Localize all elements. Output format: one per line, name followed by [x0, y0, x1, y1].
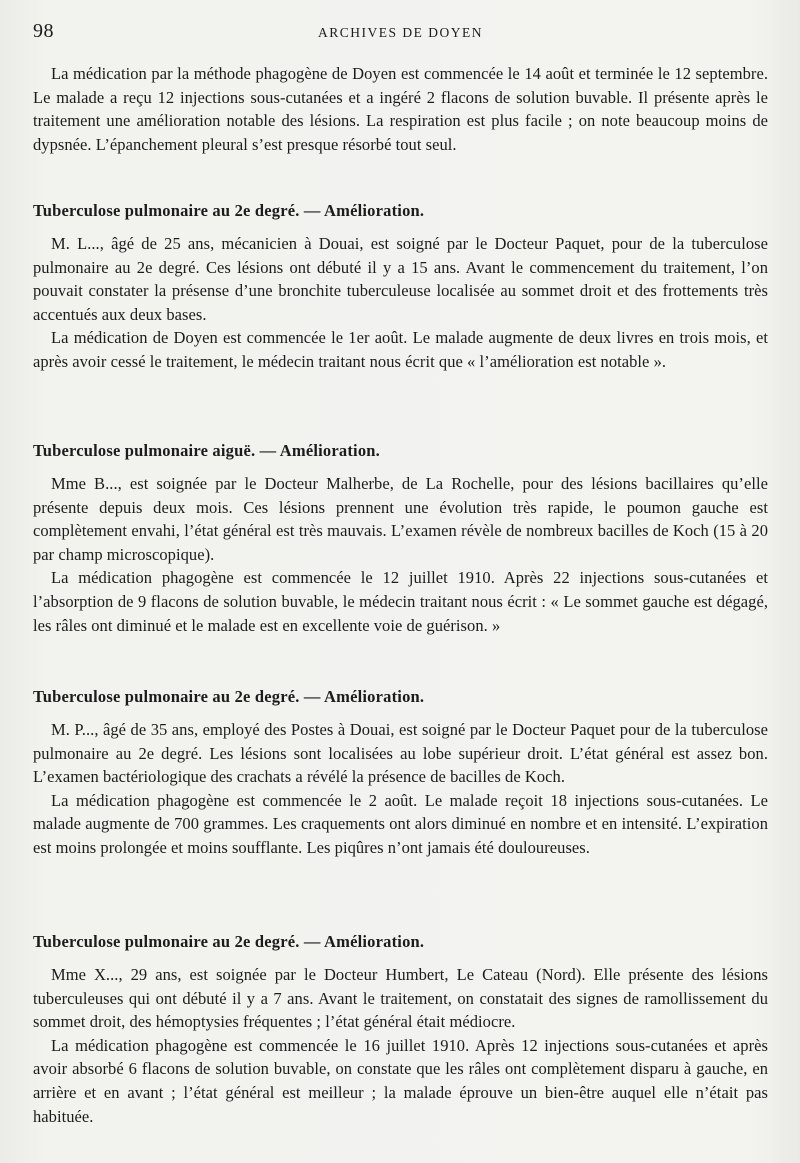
case-paragraph: Mme B..., est soignée par le Docteur Malherbe, de La Rochelle, pour des lésions bacillaires qu’elle présente depuis deux mois. Ces lésions prennent une évolution très rapide, le poumon gauche est complètement envahi, l’état général est très mauvais. L’examen révèle de nombreux bacilles de Koch (15 à 20 par champ microscopique). [33, 474, 768, 564]
case-heading: Tuberculose pulmonaire au 2e degré. — Amélioration. [33, 687, 425, 706]
case-paragraph: La médication phagogène est commencée le 2 août. Le malade reçoit 18 injections sous-cutanées. Le malade augmente de 700 grammes. Les craquements ont alors diminué en nombre et en intensité. L’expiration est moins prolongée et moins soufflante. Les piqûres n’ont jamais été douloureuses. [33, 790, 768, 857]
case-paragraph: M. L..., âgé de 25 ans, mécanicien à Douai, est soigné par le Docteur Paquet, pour de la tuberculose pulmonaire au 2e degré. Ces lésions ont débuté il y a 15 ans. Avant le commencement du traitement, l’on pouvait constater la présense d’une bronchite tuberculeuse localisée au sommet droit et des frottements très accentués aux deux bases. [33, 234, 768, 324]
case-section-3 [33, 686, 768, 860]
case-paragraph: Mme X..., 29 ans, est soignée par le Docteur Humbert, Le Cateau (Nord). Elle présente des lésions tuberculeuses qui ont débuté il y a 7 ans. Avant le traitement, on constatait des signes de ramollissement du sommet droit, des hémoptysies fréquentes ; l’état général était médiocre. [33, 965, 768, 1032]
running-title: ARCHIVES DE DOYEN [318, 25, 483, 40]
intro-paragraph: La médication par la méthode phagogène de Doyen est commencée le 14 août et terminée le 12 septembre. Le malade a reçu 12 injections sous-cutanées et a ingéré 2 flacons de solution buvable. Il présente après le traitement une amélioration notable des lésions. La respiration est plus facile ; on note beaucoup moins de dypsnée. L’épanchement pleural s’est presque résorbé tout seul. [33, 64, 768, 154]
page-number: 98 [33, 20, 54, 42]
case-heading: Tuberculose pulmonaire au 2e degré. — Amélioration. [33, 201, 425, 220]
case-heading: Tuberculose pulmonaire aiguë. — Amélioration. [33, 441, 380, 460]
case-section-4 [33, 931, 768, 1128]
intro-section [33, 62, 768, 156]
case-paragraph: La médication phagogène est commencée le 16 juillet 1910. Après 12 injections sous-cutanées et après avoir absorbé 6 flacons de solution buvable, on constate que les râles ont complètement disparu à gauche, en arrière et en avant ; l’état général est meilleur ; la malade éprouve un bien-être auquel elle n’était pas habituée. [33, 1035, 768, 1126]
case-section-2 [33, 440, 768, 637]
page-header [33, 20, 768, 50]
case-paragraph: M. P..., âgé de 35 ans, employé des Postes à Douai, est soigné par le Docteur Paquet pour de la tuberculose pulmonaire au 2e degré. Les lésions sont localisées au lobe supérieur droit. L’état général est assez bon. L’examen bactériologique des crachats a révélé la présence de bacilles de Koch. [33, 720, 768, 787]
case-heading: Tuberculose pulmonaire au 2e degré. — Amélioration. [33, 932, 425, 951]
case-section-1 [33, 200, 768, 374]
case-paragraph: La médication phagogène est commencée le 12 juillet 1910. Après 22 injections sous-cutanées et l’absorption de 9 flacons de solution buvable, le médecin traitant nous écrit : « Le sommet gauche est dégagé, les râles ont diminué et le malade est en excellente voie de guérison. » [33, 568, 768, 635]
case-paragraph: La médication de Doyen est commencée le 1er août. Le malade augmente de deux livres en trois mois, et après avoir cessé le traitement, le médecin traitant nous écrit que « l’amélioration est notable ». [33, 328, 768, 371]
